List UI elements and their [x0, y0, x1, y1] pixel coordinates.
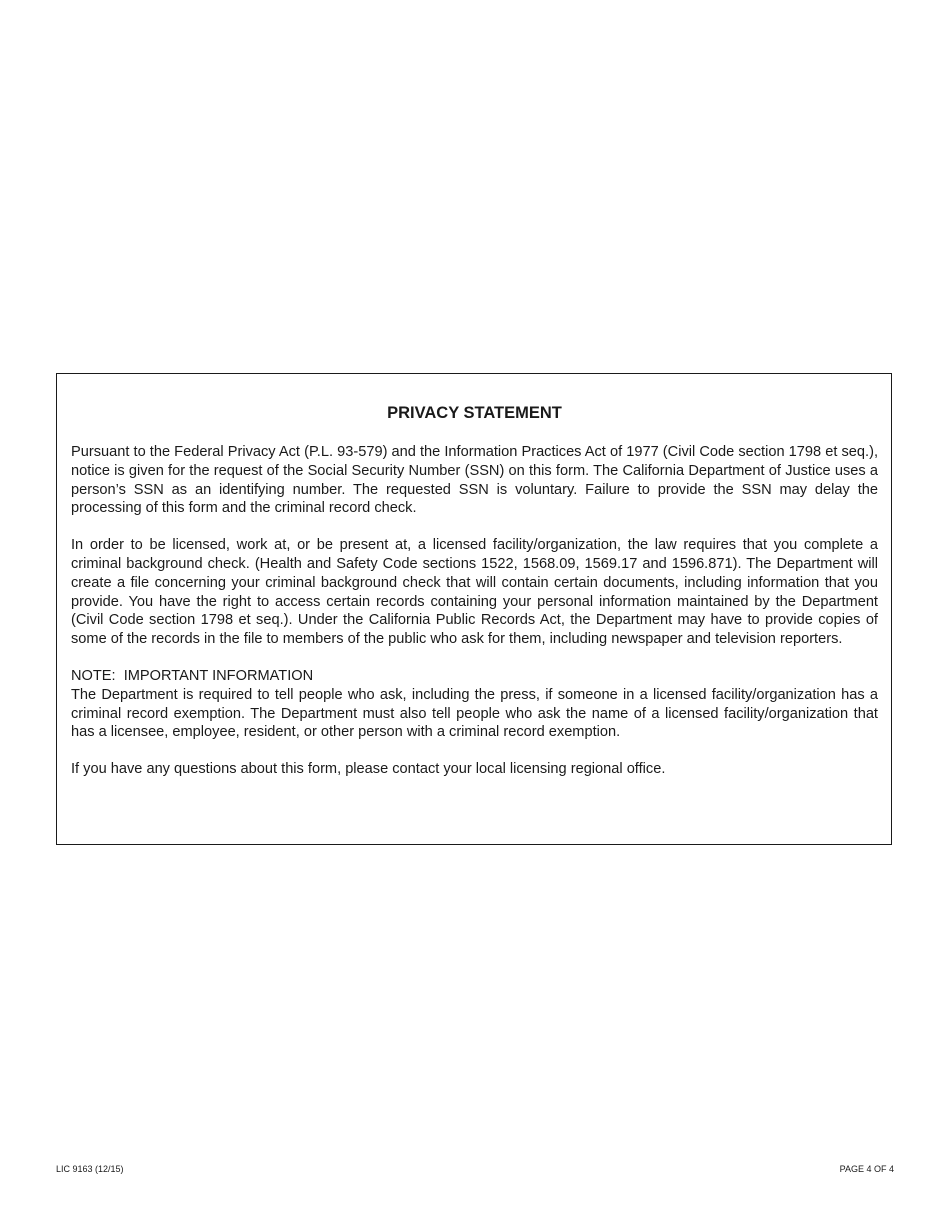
privacy-paragraph-ssn: Pursuant to the Federal Privacy Act (P.L. 93-579) and the Information Practices Act of 1977 (Civil Code section 1798 et seq.), notice is given for the request of the Social Security Number (SSN) on this form. The California Department of Justice uses a person’s SSN as an identifying number. The requested SSN is voluntary. Failure to provide the SSN may delay the processing of this form and the criminal record check. — [71, 444, 878, 517]
note-body: The Department is required to tell people who ask, including the press, if someone in a licensed facility/organization has a criminal record exemption. The Department must also tell people who ask the name of a licensed facility/organization that has a licensee, employee, resident, or other person with a criminal record exemption. — [71, 686, 878, 741]
privacy-paragraph-background-check: In order to be licensed, work at, or be present at, a licensed facility/organization, the law requires that you complete a criminal background check. (Health and Safety Code sections 1522, 1568.09, 1569.17 and 1596.871). The Department will create a file concerning your criminal background check that will contain certain documents, including information that you provide. You have the right to access certain records containing your personal information maintained by the Department (Civil Code section 1798 et seq.). Under the California Public Records Act, the Department may have to provide copies of some of the records in the file to members of the public who ask for them, including newspaper and television reporters. — [71, 537, 878, 648]
form-id: LIC 9163 (12/15) — [56, 1164, 124, 1174]
note-heading: NOTE: IMPORTANT INFORMATION — [71, 667, 314, 684]
privacy-closing: If you have any questions about this form, please contact your local licensing regional office. — [71, 761, 666, 778]
page-number: PAGE 4 OF 4 — [839, 1164, 894, 1174]
privacy-statement-box — [56, 373, 892, 845]
privacy-statement-title: PRIVACY STATEMENT — [387, 404, 562, 422]
privacy-note — [71, 667, 878, 742]
